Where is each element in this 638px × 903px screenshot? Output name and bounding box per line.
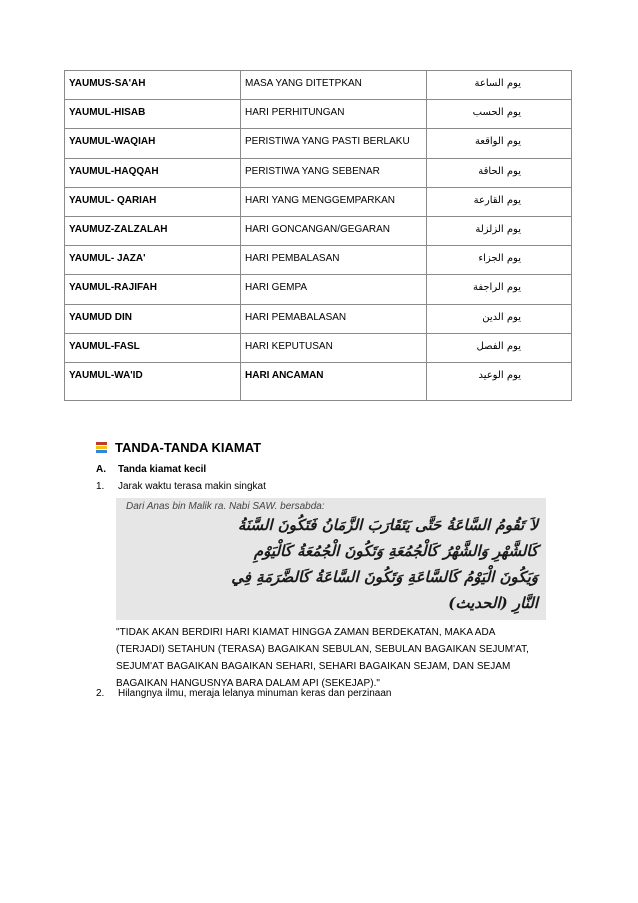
hadith-line: كَالشَّهْرِ وَالشَّهْرُ كَالْجُمُعَةِ وَتَكُونَ الْجُمُعَةُ كَالْيَوْمِ xyxy=(253,542,538,560)
meaning-cell: HARI PEMABALASAN xyxy=(241,304,427,333)
term-cell: YAUMUS-SA'AH xyxy=(65,71,241,100)
term-cell: YAUMUL-RAJIFAH xyxy=(65,275,241,304)
table-row xyxy=(65,158,572,187)
meaning-cell: HARI PERHITUNGAN xyxy=(241,100,427,129)
list-item-2 xyxy=(96,688,391,699)
hadith-image xyxy=(116,498,546,620)
hadith-intro: Dari Anas bin Malik ra. Nabi SAW. bersabda: xyxy=(126,501,325,512)
term-cell: YAUMUL-WAQIAH xyxy=(65,129,241,158)
arabic-cell: يوم الراجفة xyxy=(427,275,572,304)
arabic-cell: يوم الواقعة xyxy=(427,129,572,158)
heading-text: TANDA-TANDA KIAMAT xyxy=(115,440,262,455)
term-cell: YAUMUL-FASL xyxy=(65,333,241,362)
arabic-cell: يوم الوعيد xyxy=(427,362,572,400)
arabic-cell: يوم الفصل xyxy=(427,333,572,362)
hadith-line: وَيَكُونَ الْيَوْمُ كَالسَّاعَةِ وَتَكُونَ السَّاعَةُ كَالضَّرَمَةِ فِي xyxy=(231,568,538,586)
hadith-line: النَّارِ (الحديث) xyxy=(448,594,538,612)
table-row xyxy=(65,71,572,100)
table-row xyxy=(65,333,572,362)
table-row xyxy=(65,216,572,245)
arabic-cell: يوم الساعة xyxy=(427,71,572,100)
item-2-text: Hilangnya ilmu, meraja lelanya minuman keras dan perzinaan xyxy=(118,688,392,699)
arabic-cell: يوم الحاقة xyxy=(427,158,572,187)
meaning-cell: HARI ANCAMAN xyxy=(241,362,427,400)
table-row xyxy=(65,187,572,216)
section-heading xyxy=(96,440,261,455)
term-cell: YAUMUL-HAQQAH xyxy=(65,158,241,187)
meaning-cell: MASA YANG DITETPKAN xyxy=(241,71,427,100)
term-cell: YAUMUL-WA'ID xyxy=(65,362,241,400)
item-2-label: 2. xyxy=(96,688,105,699)
meaning-cell: HARI KEPUTUSAN xyxy=(241,333,427,362)
table-row xyxy=(65,100,572,129)
meaning-cell: HARI PEMBALASAN xyxy=(241,246,427,275)
terms-table xyxy=(64,70,572,401)
list-item-1 xyxy=(96,481,266,492)
arabic-cell: يوم الحسب xyxy=(427,100,572,129)
meaning-cell: HARI YANG MENGGEMPARKAN xyxy=(241,187,427,216)
table-row xyxy=(65,129,572,158)
term-cell: YAUMUL- JAZA' xyxy=(65,246,241,275)
meaning-cell: HARI GONCANGAN/GEGARAN xyxy=(241,216,427,245)
item-1-label: 1. xyxy=(96,481,105,492)
meaning-cell: PERISTIWA YANG PASTI BERLAKU xyxy=(241,129,427,158)
sub-label: A. xyxy=(96,464,106,475)
term-cell: YAUMUZ-ZALZALAH xyxy=(65,216,241,245)
meaning-cell: PERISTIWA YANG SEBENAR xyxy=(241,158,427,187)
hadith-line: لاَ تَقُومُ السَّاعَةُ حَتَّى يَتَقَارَبَ الزَّمَانُ فَتَكُونَ السَّنَةُ xyxy=(237,516,538,534)
sub-title: Tanda kiamat kecil xyxy=(118,464,207,475)
meaning-cell: HARI GEMPA xyxy=(241,275,427,304)
bullet-icon xyxy=(96,442,107,454)
term-cell: YAUMUL-HISAB xyxy=(65,100,241,129)
quote-line: SEJUM'AT BAGAIKAN BAGAIKAN SEHARI, SEHARI BAGAIKAN SEJAM, DAN SEJAM xyxy=(116,661,511,672)
arabic-cell: يوم الجزاء xyxy=(427,246,572,275)
arabic-cell: يوم الدين xyxy=(427,304,572,333)
arabic-cell: يوم الزلزلة xyxy=(427,216,572,245)
table-row xyxy=(65,362,572,400)
term-cell: YAUMUL- QARIAH xyxy=(65,187,241,216)
sub-heading xyxy=(96,464,206,475)
quote-line: (TERJADI) SETAHUN (TERASA) BAGAIKAN SEBULAN, SEBULAN BAGAIKAN SEJUM'AT, xyxy=(116,644,529,655)
table-row xyxy=(65,304,572,333)
hadith-translation xyxy=(116,624,546,692)
quote-line: BAGAIKAN HANGUSNYA BARA DALAM API (SEKEJAP)." xyxy=(116,678,381,689)
arabic-cell: يوم القارعة xyxy=(427,187,572,216)
table-row xyxy=(65,246,572,275)
item-1-text: Jarak waktu terasa makin singkat xyxy=(118,481,266,492)
table-row xyxy=(65,275,572,304)
term-cell: YAUMUD DIN xyxy=(65,304,241,333)
quote-line: "TIDAK AKAN BERDIRI HARI KIAMAT HINGGA ZAMAN BERDEKATAN, MAKA ADA xyxy=(116,627,496,638)
